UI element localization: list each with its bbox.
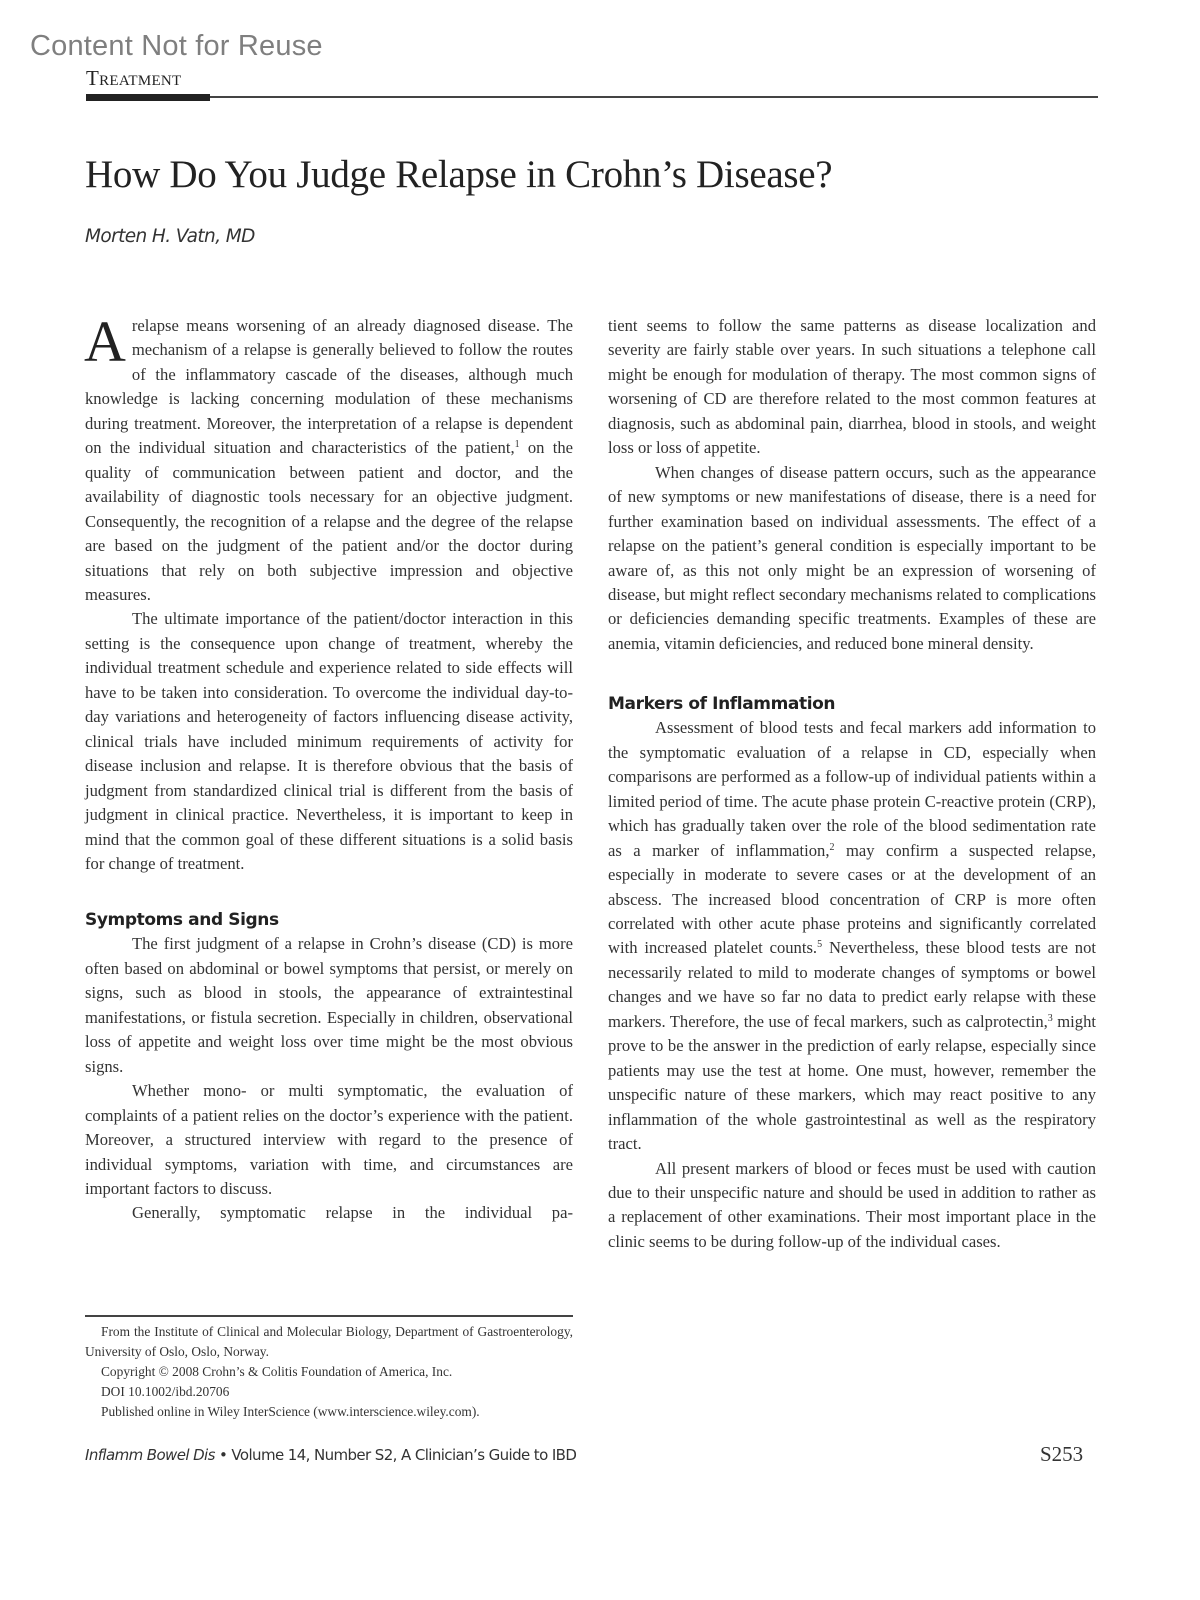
symptoms-paragraph-3-start: Generally, symptomatic relapse in the individual pa- [132,1203,573,1223]
journal-issue: Volume 14, Number S2, A Clinician’s Guide to IBD [231,1446,577,1464]
symptoms-paragraph-2: Whether mono- or multi symptomatic, the evaluation of complaints of a patient relies on the doctor’s experience with the patient. Moreover, a structured interview with regard to the presence of individual symptoms, variation with time, and circumstances are important factors to discuss. [85,1081,573,1198]
footnote-rule [85,1315,573,1317]
markers-paragraph-2: All present markers of blood or feces must be used with caution due to their unspecific nature and should be used in addition to rather as a replacement of other examinations. Their most important place in the clinic seems to be during follow-up of the individual cases. [608,1158,1096,1251]
symptoms-paragraph-4: When changes of disease pattern occurs, such as the appearance of new symptoms or new manifestations of disease, there is a need for further examination based on individual assessments. The effect of a relapse on the patient’s general condition is especially important to be aware of, as this not only might be an expression of worsening of disease, but might reflect secondary mechanisms related to complications or deficiencies demanding specific treatments. Examples of these are anemia, vitamin deficiencies, and reduced bone mineral density. [608,462,1096,653]
intro-paragraph-2: The ultimate importance of the patient/doctor interaction in this setting is the consequence upon change of treatment, whereby the individual treatment schedule and experience related to side effects will have to be taken into consideration. To overcome the individual day-to-day variations and heterogeneity of factors influencing disease activity, clinical trials have included minimum requirements of activity for disease inclusion and relapse. It is therefore obvious that the basis of judgment from standardized clinical trial is different from the basis of judgment in clinical practice. Nevertheless, it is important to keep in mind that the common goal of these different situations is a solid basis for change of treatment. [85,609,573,873]
reference-5[interactable]: 5 [817,939,823,951]
section-heading-symptoms: Symptoms and Signs [85,910,279,931]
footer-separator: • [214,1446,232,1464]
reference-3[interactable]: 3 [1047,1012,1053,1024]
left-column [84,309,573,1226]
right-column [608,314,1096,1254]
footnote-published: Published online in Wiley InterScience (www.interscience.wiley.com). [101,1404,480,1419]
symptoms-paragraph-1: The first judgment of a relapse in Crohn’s disease (CD) is more often based on abdominal or bowel symptoms that persist, or merely on signs, such as blood in stools, the appearance of extraintestinal manifestations, or fistula secretion. Especially in children, observational loss of appetite and weight loss over time might be the most obvious signs. [85,934,573,1076]
section-heading-markers: Markers of Inflammation [608,694,836,715]
symptoms-paragraph-3-continued: tient seems to follow the same patterns as disease localization and severity are fairly stable over years. In such situations a telephone call might be enough for modulation of therapy. The most common signs of worsening of CD are therefore related to the most common features at diagnosis, such as abdominal pain, diarrhea, blood in stools, and weight loss or loss of appetite. [608,316,1096,458]
article-title: How Do You Judge Relapse in Crohn’s Disease? [85,153,833,196]
watermark: Content Not for Reuse [30,30,323,62]
journal-name: Inflamm Bowel Dis [85,1446,215,1464]
header-rule [86,96,1098,98]
article-author: Morten H. Vatn, MD [85,226,255,247]
footnote-affiliation: From the Institute of Clinical and Molecular Biology, Department of Gastroenterology, University of Oslo, Oslo, Norway. [85,1324,573,1359]
reference-1[interactable]: 1 [514,439,520,451]
journal-footer [85,1446,576,1464]
footnote [85,1322,573,1422]
page-number: S253 [1040,1442,1084,1466]
intro-paragraph-1: Arelapse means worsening of an already diagnosed disease. The mechanism of a relapse is generally believed to follow the routes of the inflammatory cascade of the diseases, although much knowledge is lacking concerning modulation of these mechanisms during treatment. Moreover, the interpretation of a relapse is dependent on the individual situation and characteristics of the patient,$^1$ on the quality of communication between patient and doctor, and the availability of diagnostic tools necessary for an objective judgment. Consequently, the recognition of a relapse and the degree of the relapse are based on the judgment of the patient and/or the doctor during situations that rely on both subjective impression and objective measures. [84,309,573,604]
footnote-copyright: Copyright © 2008 Crohn’s & Colitis Foundation of America, Inc. [101,1364,453,1379]
markers-paragraph-1: Assessment of blood tests and fecal markers add information to the symptomatic evaluation of a relapse in CD, especially when comparisons are performed as a follow-up of individual patients within a limited period of time. The acute phase protein C-reactive protein (CRP), which has gradually taken over the role of the blood sedimentation rate as a marker of inflammation,$^2$ may confirm a suspected relapse, especially in moderate to severe cases or at the development of an abscess. The increased blood concentration of CRP is more often correlated with other acute phase proteins and significantly correlated with increased platelet counts.$^5$ Nevertheless, these blood tests are not necessarily related to mild to moderate changes of symptoms or bowel changes and we have so far no data to predict early relapse with these markers. Therefore, the use of fecal markers, such as calprotectin,$^3$ might prove to be the answer in the prediction of early relapse, especially since patients may use the test at home. One must, however, remember the unspecific nature of these markers, which may react positive to any inflammation of the whole gastrointestinal as well as the respiratory tract. [608,718,1097,1154]
header-rule-accent [86,94,210,101]
drop-cap: A [84,309,126,374]
reference-2[interactable]: 2 [829,841,835,853]
footnote-doi[interactable]: DOI 10.1002/ibd.20706 [101,1384,230,1399]
section-label: Treatment [86,66,182,90]
